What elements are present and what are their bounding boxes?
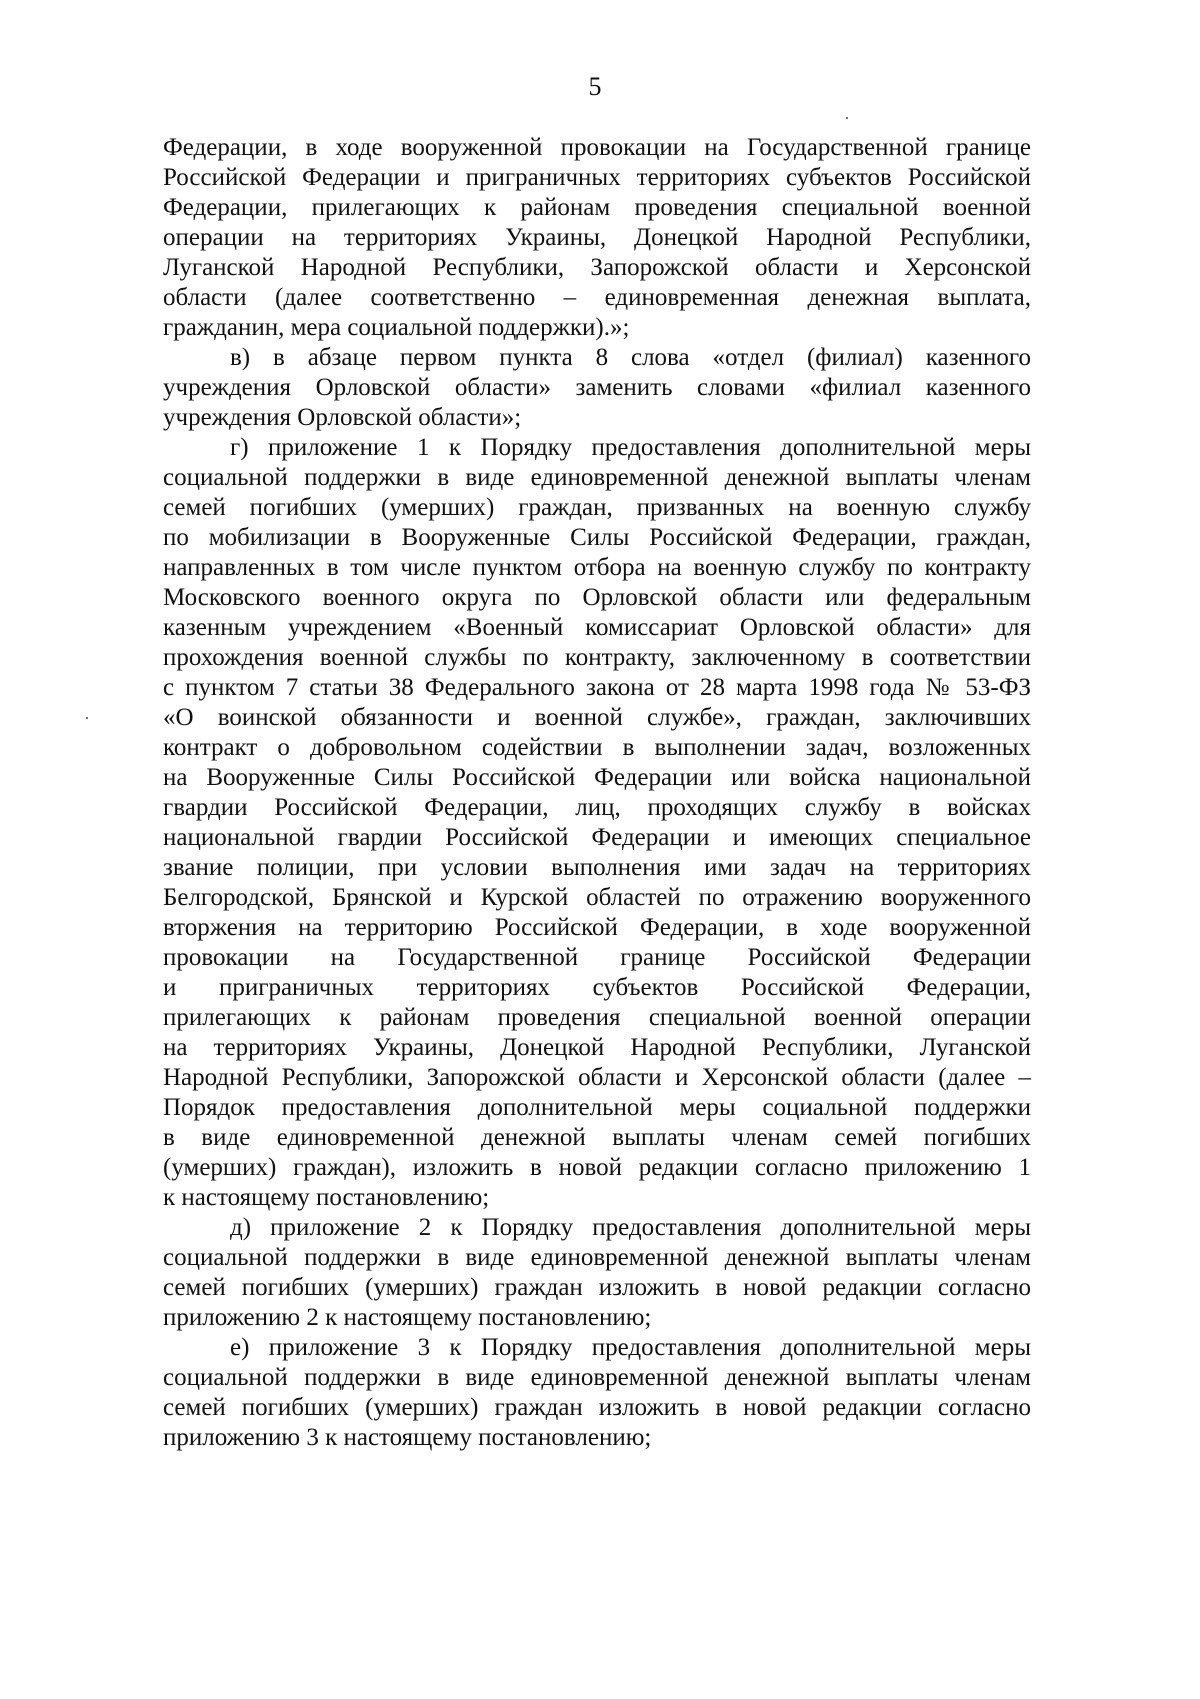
text-line: Федерации, прилегающих к районам проведения специальной военной xyxy=(163,194,1031,221)
text-line: национальной гвардии Российской Федерации и имеющих специальное xyxy=(163,824,1031,851)
text-line: учреждения Орловской области»; xyxy=(163,404,522,431)
text-line: социальной поддержки в виде единовременной денежной выплаты членам xyxy=(163,1244,1031,1271)
text-line: учреждения Орловской области» заменить словами «филиал казенного xyxy=(163,374,1031,401)
text-line: на территориях Украины, Донецкой Народной Республики, Луганской xyxy=(163,1034,1031,1061)
text-line: на Вооруженные Силы Российской Федерации или войска национальной xyxy=(163,764,1031,791)
text-line: Московского военного округа по Орловской области или федеральным xyxy=(163,584,1031,611)
paragraph xyxy=(163,1213,1031,1333)
scan-speck xyxy=(86,717,88,719)
text-line: вторжения на территорию Российской Федерации, в ходе вооруженной xyxy=(163,914,1031,941)
text-line: гвардии Российской Федерации, лиц, проходящих службу в войсках xyxy=(163,794,1031,821)
paragraph xyxy=(163,133,1031,343)
document-body xyxy=(163,133,1031,1453)
text-line: прилегающих к районам проведения специальной военной операции xyxy=(163,1004,1031,1031)
text-line: направленных в том числе пунктом отбора на военную службу по контракту xyxy=(163,554,1031,581)
text-line: Федерации, в ходе вооруженной провокации на Государственной границе xyxy=(163,134,1031,161)
text-line: социальной поддержки в виде единовременной денежной выплаты членам xyxy=(163,464,1031,491)
text-line: г) приложение 1 к Порядку предоставления дополнительной меры xyxy=(230,434,1031,461)
text-line: семей погибших (умерших) граждан изложить в новой редакции согласно xyxy=(163,1274,1031,1301)
text-line: Народной Республики, Запорожской области и Херсонской области (далее – xyxy=(163,1064,1031,1091)
text-line: социальной поддержки в виде единовременной денежной выплаты членам xyxy=(163,1364,1031,1391)
text-line: семей погибших (умерших) граждан, призванных на военную службу xyxy=(163,494,1031,521)
text-line: казенным учреждением «Военный комиссариат Орловской области» для xyxy=(163,614,1031,641)
text-line: провокации на Государственной границе Российской Федерации xyxy=(163,944,1031,971)
text-line: операции на территориях Украины, Донецкой Народной Республики, xyxy=(163,224,1031,251)
text-line: области (далее соответственно – единовременная денежная выплата, xyxy=(163,284,1031,311)
paragraph xyxy=(163,433,1031,1213)
scan-speck xyxy=(846,117,848,119)
text-line: приложению 2 к настоящему постановлению; xyxy=(163,1304,652,1331)
text-line: с пунктом 7 статьи 38 Федерального закона от 28 марта 1998 года № 53-ФЗ xyxy=(163,674,1031,701)
text-line: и приграничных территориях субъектов Российской Федерации, xyxy=(163,974,1031,1001)
text-line: звание полиции, при условии выполнения ими задач на территориях xyxy=(163,854,1031,881)
text-line: Белгородской, Брянской и Курской областей по отражению вооруженного xyxy=(163,884,1031,911)
text-line: к настоящему постановлению; xyxy=(163,1184,490,1211)
text-line: (умерших) граждан), изложить в новой редакции согласно приложению 1 xyxy=(163,1154,1031,1181)
text-line: Порядок предоставления дополнительной меры социальной поддержки xyxy=(163,1094,1031,1121)
text-line: гражданин, мера социальной поддержки).»; xyxy=(163,314,630,341)
paragraph xyxy=(163,343,1031,433)
text-line: приложению 3 к настоящему постановлению; xyxy=(163,1424,652,1451)
text-line: «О воинской обязанности и военной службе», граждан, заключивших xyxy=(163,704,1031,731)
text-line: по мобилизации в Вооруженные Силы Российской Федерации, граждан, xyxy=(163,524,1031,551)
text-line: д) приложение 2 к Порядку предоставления дополнительной меры xyxy=(230,1214,1031,1241)
text-line: Луганской Народной Республики, Запорожской области и Херсонской xyxy=(163,254,1031,281)
text-line: Российской Федерации и приграничных территориях субъектов Российской xyxy=(163,164,1031,191)
paragraph xyxy=(163,1333,1031,1453)
text-line: в виде единовременной денежной выплаты членам семей погибших xyxy=(163,1124,1031,1151)
text-line: в) в абзаце первом пункта 8 слова «отдел (филиал) казенного xyxy=(230,344,1031,371)
text-line: е) приложение 3 к Порядку предоставления дополнительной меры xyxy=(230,1334,1031,1361)
text-line: прохождения военной службы по контракту, заключенному в соответствии xyxy=(163,644,1031,671)
page-number: 5 xyxy=(588,72,602,101)
text-line: контракт о добровольном содействии в выполнении задач, возложенных xyxy=(163,734,1031,761)
text-line: семей погибших (умерших) граждан изложить в новой редакции согласно xyxy=(163,1394,1031,1421)
